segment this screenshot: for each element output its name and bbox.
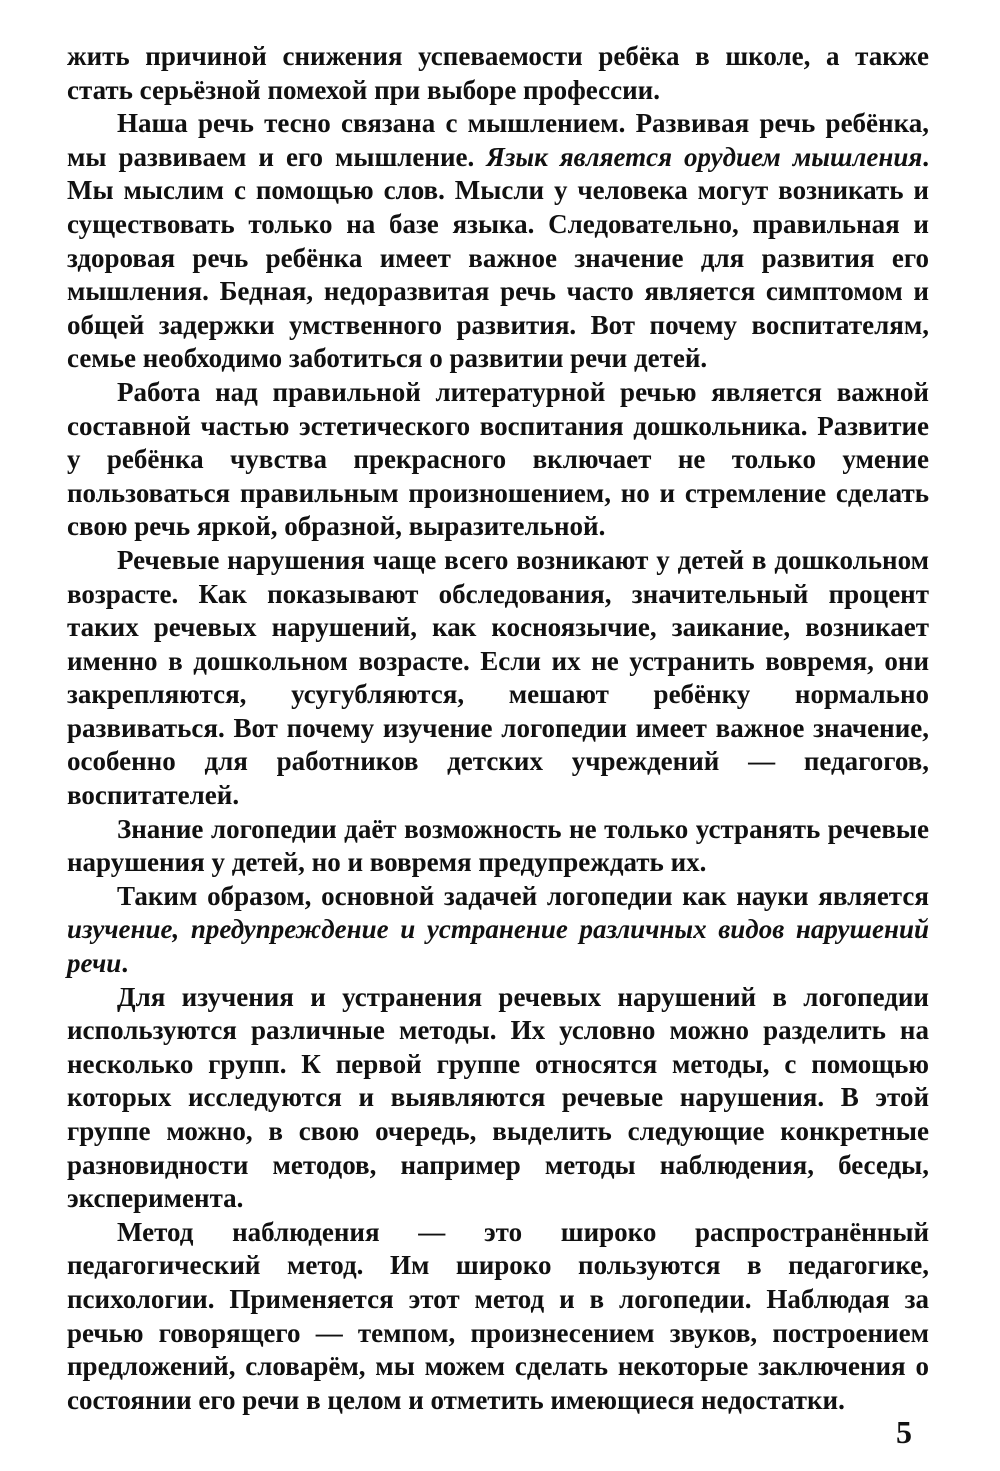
page-number: 5 <box>896 1414 912 1450</box>
paragraph-2-text-b: . Мы мыслим с помощью слов. Мысли у человека могут возникать и существовать только на базе языка. Следовательно, правильная и здоровая речь ребёнка имеет важное значение для развития его мышления. Бедная, недоразвитая речь часто является симптомом и общей задержки умственного развития. Вот почему воспитателям, семье необходимо заботиться о развитии речи детей. <box>67 141 929 374</box>
paragraph-3-text: Работа над правильной литературной речью является важной составной частью эстетического воспитания дошкольника. Развитие у ребёнка чувства прекрасного включает не только умение пользоваться правильным произношением, но и стремление сделать свою речь яркой, образной, выразительной. <box>67 376 929 542</box>
paragraph-3 <box>67 376 929 544</box>
paragraph-5 <box>67 813 929 880</box>
page-text <box>67 40 929 1417</box>
paragraph-8-text: Метод наблюдения — это широко распространённый педагогический метод. Им широко пользуются в педагогике, психологии. Применяется этот метод и в логопедии. Наблюдая за речью говорящего — темпом, произнесением звуков, построением предложений, словарём, мы можем сделать некоторые заключения о состоянии его речи в целом и отметить имеющиеся недостатки. <box>67 1216 929 1415</box>
paragraph-8 <box>67 1216 929 1418</box>
paragraph-1-text: жить причиной снижения успеваемости ребёка в школе, а также стать серьёзной помехой при выборе профессии. <box>67 41 929 105</box>
paragraph-2-emphasis: Язык является орудием мышления <box>486 141 923 172</box>
paragraph-6-text-b: . <box>121 948 129 979</box>
paragraph-2-text-a: Наша речь тесно связана с мышлением. Развивая речь ребёнка, мы развиваем и его мышление. <box>67 108 929 172</box>
paragraph-4-text: Речевые нарушения чаще всего возникают у детей в дошкольном возрасте. Как показывают обследования, значительный процент таких речевых нарушений, как косноязычие, заикание, возникает именно в дошкольном возрасте. Если их не устранить вовремя, они закрепляются, усугубляются, мешают ребёнку нормально развиваться. Вот почему изучение логопедии имеет важное значение, особенно для работников детских учреждений — педагогов, воспитателей. <box>67 544 929 811</box>
paragraph-6 <box>67 880 929 981</box>
paragraph-5-text: Знание логопедии даёт возможность не только устранять речевые нарушения у детей, но и вовремя предупреждать их. <box>67 813 929 878</box>
paragraph-1 <box>67 40 929 107</box>
paragraph-6-text-a: Таким образом, основной задачей логопедии как науки является <box>117 880 929 911</box>
paragraph-4 <box>67 544 929 813</box>
paragraph-2 <box>67 107 929 376</box>
paragraph-6-emphasis: изучение, предупреждение и устранение различных видов нарушений речи <box>67 914 929 979</box>
paragraph-7 <box>67 981 929 1216</box>
paragraph-7-text: Для изучения и устранения речевых нарушений в логопедии используются различные методы. Их условно можно разделить на несколько групп. К первой группе относятся методы, с помощью которых исследуются и выявляются речевые нарушения. В этой группе можно, в свою очередь, выделить следующие конкретные разновидности методов, например методы наблюдения, беседы, эксперимента. <box>67 981 929 1214</box>
